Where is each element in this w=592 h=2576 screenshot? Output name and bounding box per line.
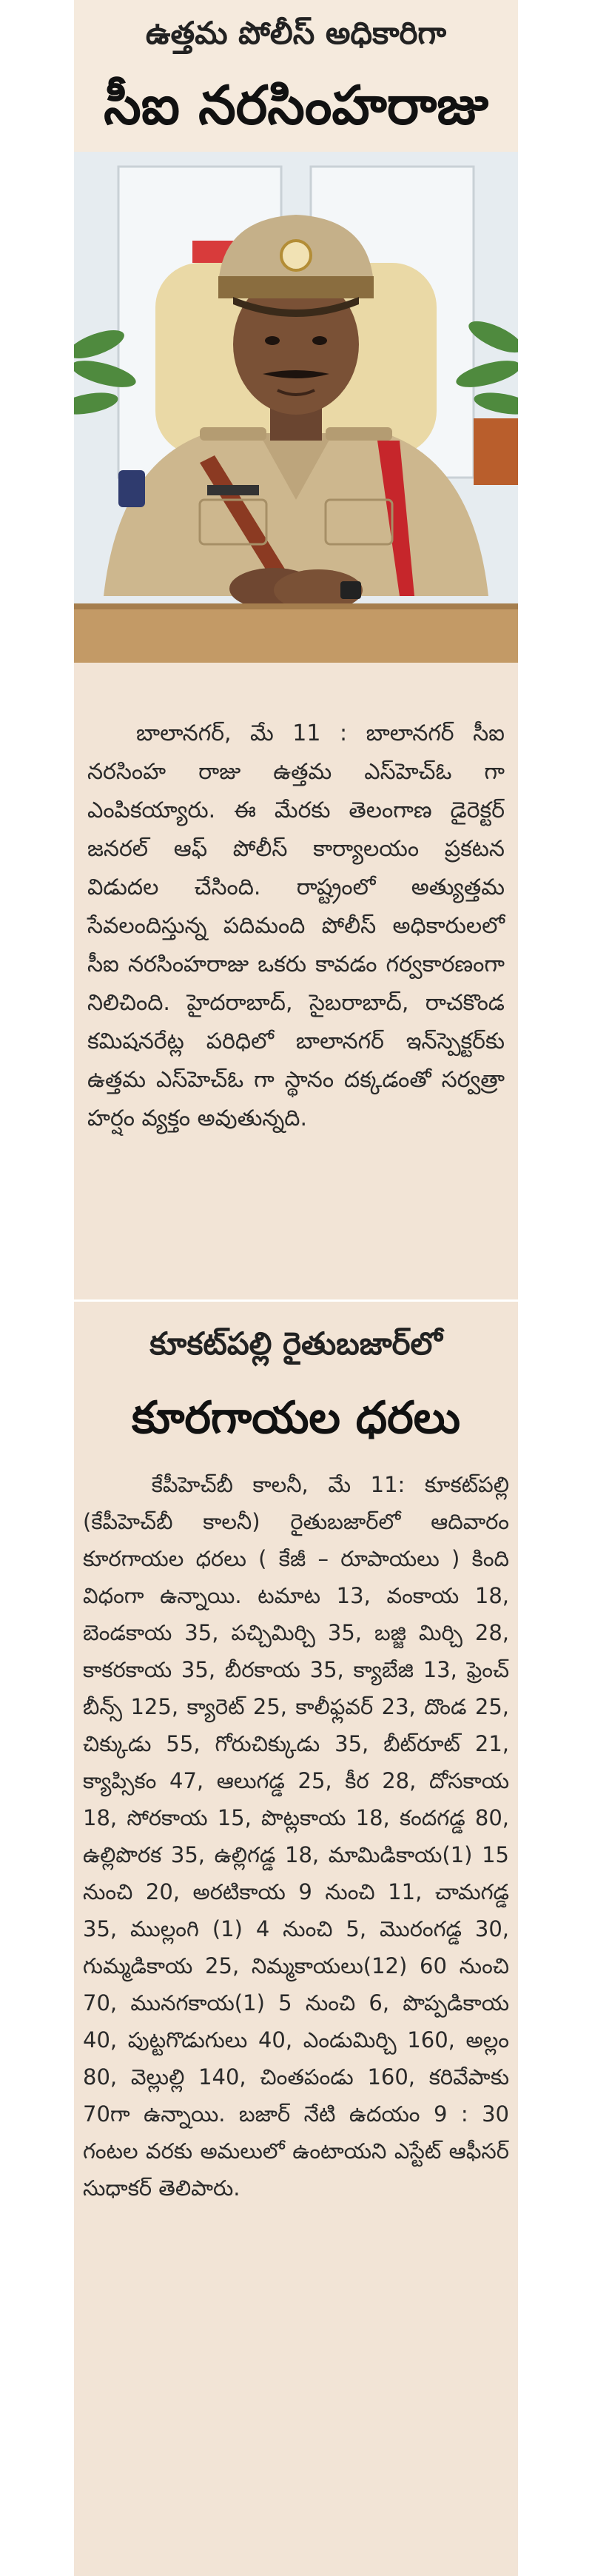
article1-title: సీఐ నరసింహరాజు: [104, 74, 488, 136]
article2-paragraph: కేపీహెచ్‌బీ కాలనీ, మే 11: కూకట్‌పల్లి (కేపీహెచ్‌బీ కాలనీ) రైతుబజార్‌లో ఆదివారం కూరగాయల ధరలు ( కేజీ – రూపాయలు ) కింది విధంగా ఉన్నాయి. టమాట 13, వంకాయ 18, బెండకాయ 35, పచ్చిమిర్చి 35, బజ్జి మిర్చి 28, కాకరకాయ 35, బీరకాయ 35, క్యాబేజి 13, ఫ్రెంచ్ బీన్స్ 125, క్యారెట్ 25, కాలీఫ్లవర్ 23, దొండ 25, చిక్కుడు 55, గోరుచిక్కుడు 35, బీట్‌రూట్ 21, క్యాప్సికం 47, ఆలుగడ్డ 25, కీర 28, దోసకాయ 18, సోరకాయ 15, పొట్లకాయ 18, కందగడ్డ 80, ఉల్లిపొరక 35, ఉల్లిగడ్డ 18, మామిడికాయ(1) 15 నుంచి 20, అరటికాయ 9 నుంచి 11, చామగడ్డ 35, ముల్లంగి (1) 4 నుంచి 5, మొరంగడ్డ 30, గుమ్మడికాయ 25, నిమ్మకాయలు(12) 60 నుంచి 70, మునగకాయ(1) 5 నుంచి 6, పొప్పడికాయ 40, పుట్టగొడుగులు 40, ఎండుమిర్చి 160, అల్లం 80, వెల్లుల్లి 140, చింతపండు 160, కరివేపాకు 70గా ఉన్నాయి. బజార్ నేటి ఉదయం 9 : 30 గంటల వరకు అమలులో ఉంటాయని ఎస్టేట్ ఆఫీసర్ సుధాకర్ తెలిపారు.: [83, 1472, 509, 2201]
officer-photo: [74, 152, 518, 663]
article-divider: [74, 1299, 518, 1302]
page-margin-left: [0, 0, 74, 2576]
article2-kicker: కూకట్‌పల్లి రైతుబజార్‌లో: [149, 1325, 443, 1362]
article1-kicker: ఉత్తమ పోలీస్ అధికారిగా: [145, 15, 447, 51]
officer-illustration: [74, 152, 518, 663]
article2-title: కూరగాయల ధరలు: [131, 1392, 461, 1444]
article2-body: [83, 1466, 509, 2207]
article1-paragraph: బాలానగర్, మే 11 : బాలానగర్ సీఐ నరసింహ రాజు ఉత్తమ ఎస్‌హెచ్‌ఓ గా ఎంపికయ్యారు. ఈ మేరకు తెలంగాణ డైరెక్టర్ జనరల్ ఆఫ్ పోలీస్ కార్యాలయం ప్రకటన విడుదల చేసింది. రాష్ట్రంలో అత్యుత్తమ సేవలందిస్తున్న పదిమంది పోలీస్ అధికారులలో సీఐ నరసింహరాజు ఒకరు కావడం గర్వకారణంగా నిలిచింది. హైదరాబాద్, సైబరాబాద్, రాచకొండ కమిషనరేట్ల పరిధిలో బాలానగర్ ఇన్‌స్పెక్టర్‌కు ఉత్తమ ఎస్‌హెచ్‌ఓ గా స్థానం దక్కడంతో సర్వత్రా హర్షం వ్యక్తం అవుతున్నది.: [87, 720, 505, 1131]
page-margin-right: [518, 0, 592, 2576]
article1-body: [87, 715, 505, 1138]
article1-header: [74, 0, 518, 152]
